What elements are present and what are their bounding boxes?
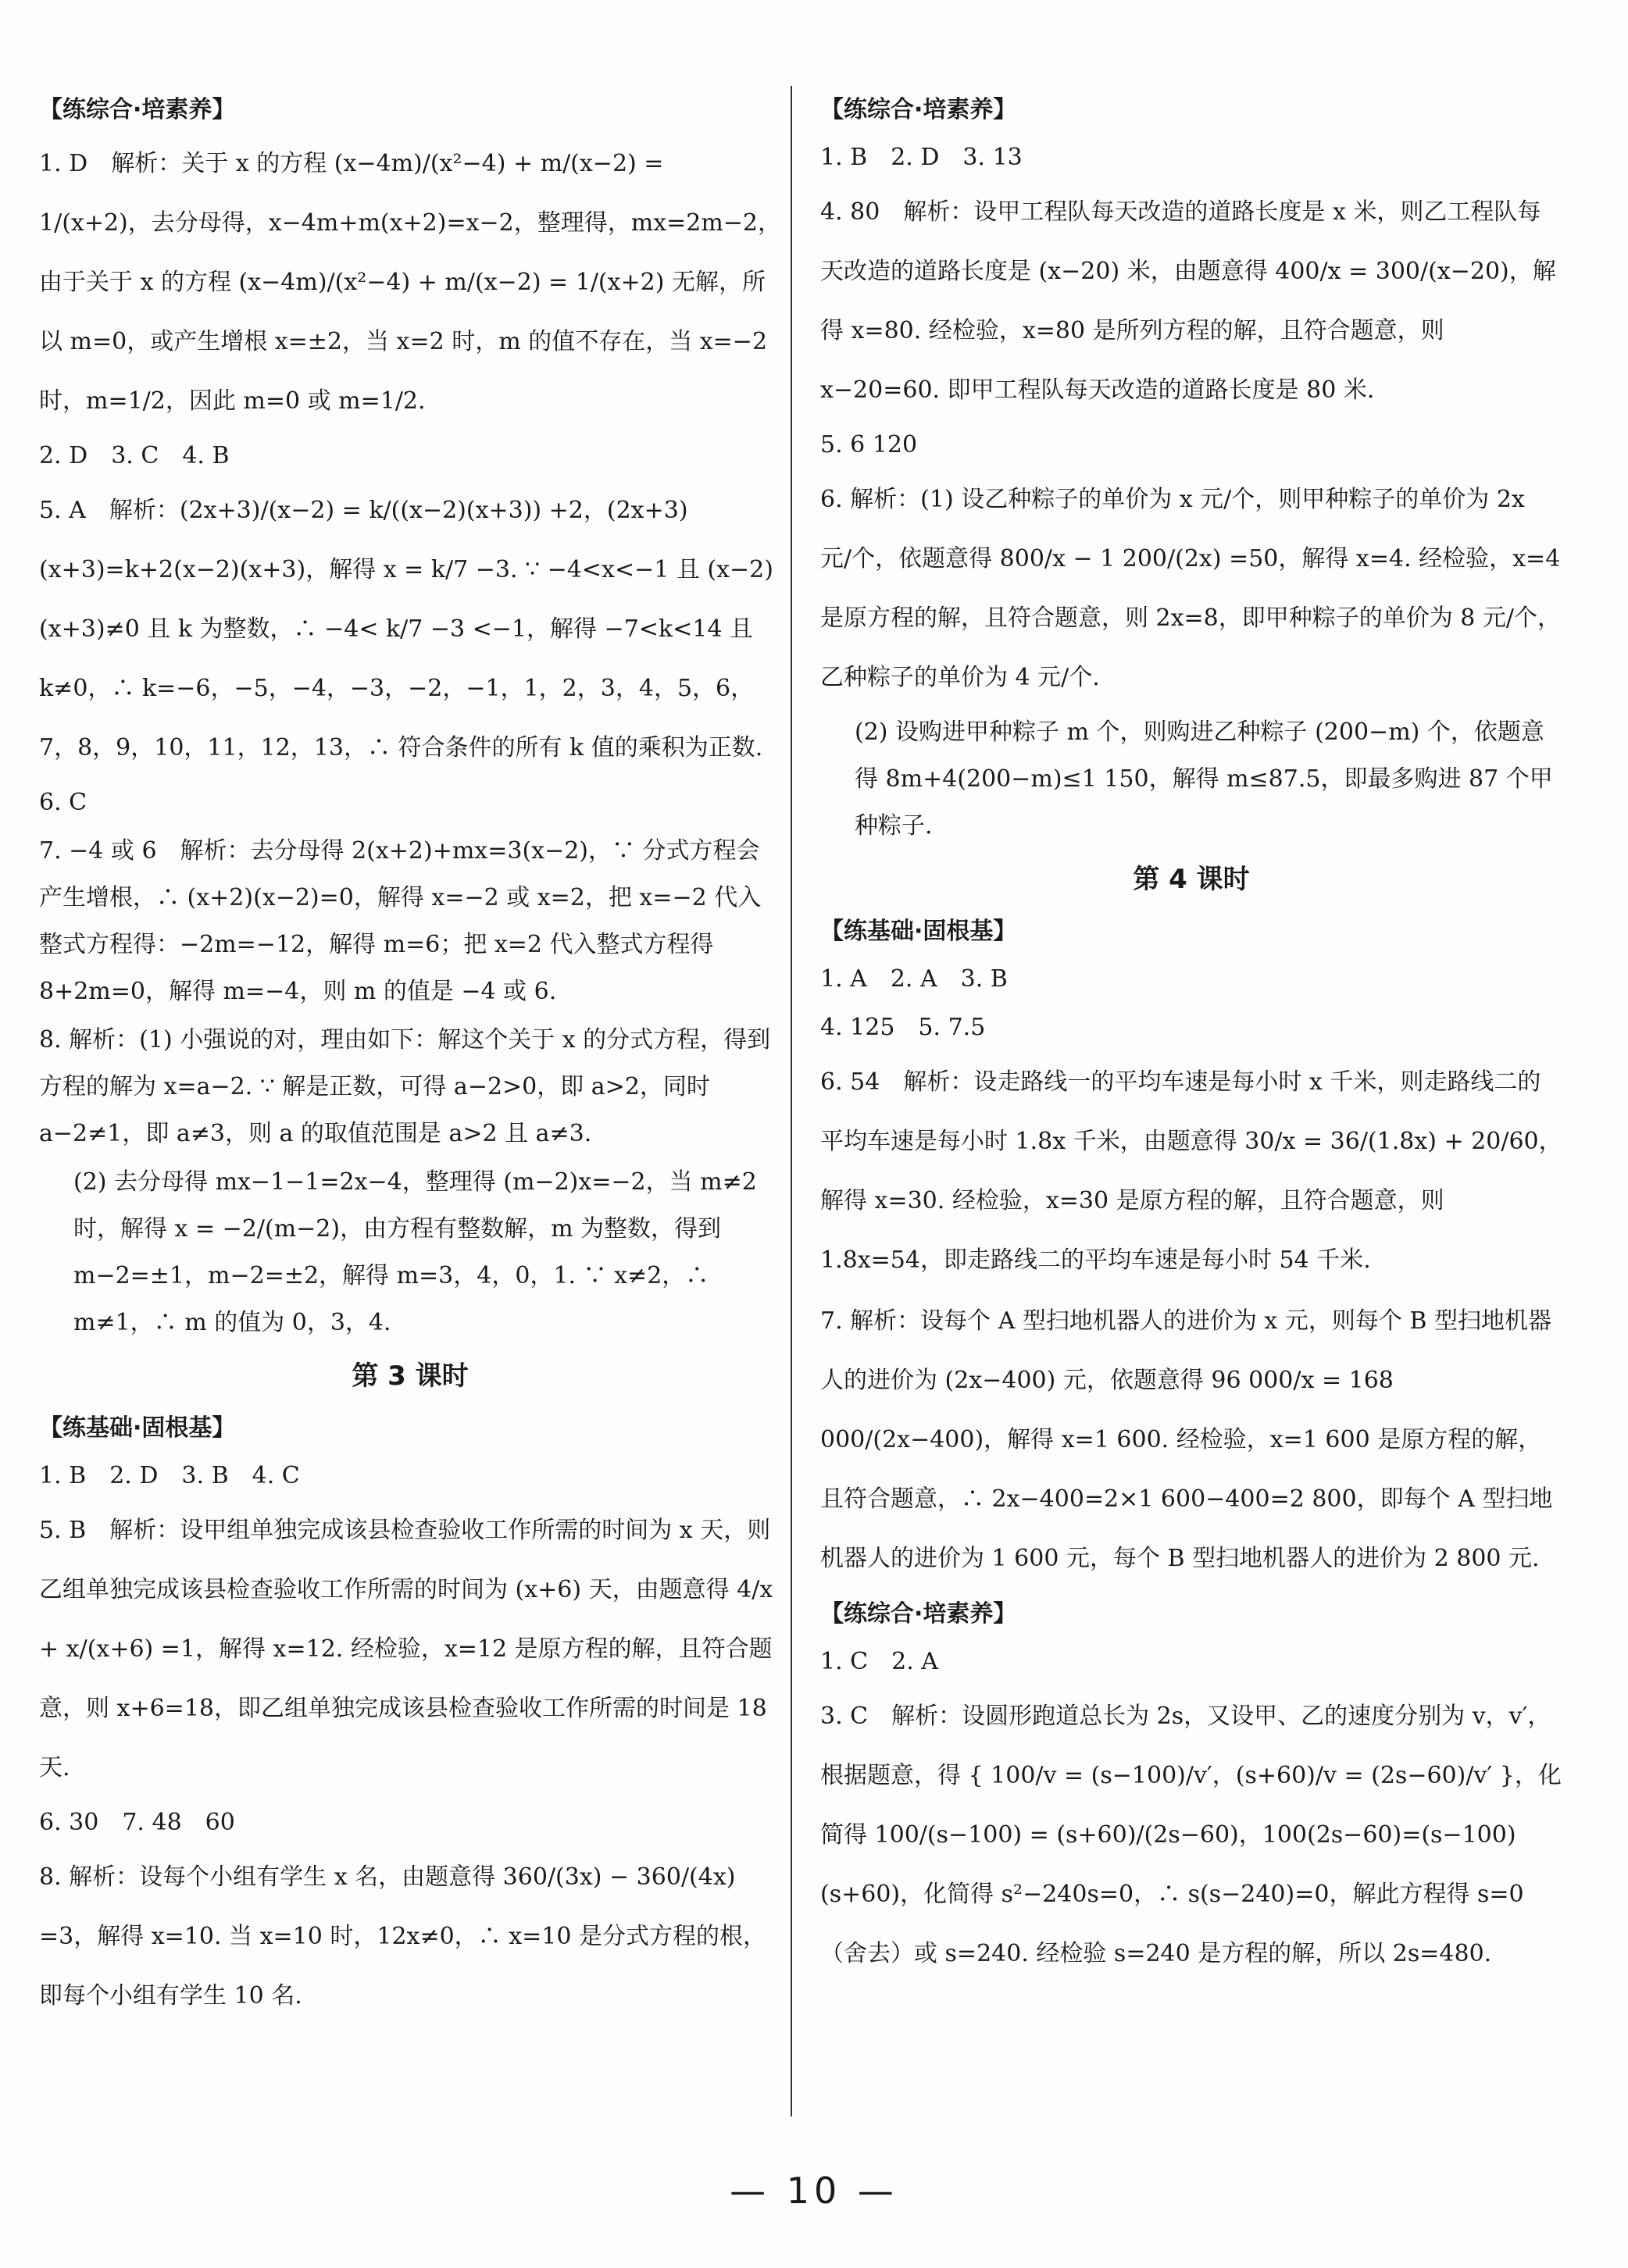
- answer-item: 7. 解析：设每个 A 型扫地机器人的进价为 x 元，则每个 B 型扫地机器人的进价为 (2x−400) 元，依题意得 96 000/x = 168 000/(2x−400)，解得 x=1 600. 经检验，x=1 600 是原方程的解，且符合题意，∴ 2x−400=2×1 600−400=2 800，即每个 A 型扫地机器人的进价为 1 600 元，每个 B 型扫地机器人的进价为 2 800 元.: [820, 1307, 1553, 1572]
- answer-item: 6. 解析：(1) 设乙种粽子的单价为 x 元/个，则甲种粽子的单价为 2x 元/个，依题意得 800/x − 1 200/(2x) =50，解得 x=4. 经检验，x=4 是原方程的解，且符合题意，则 2x=8，即甲种粽子的单价为 8 元/个，乙种粽子的单价为 4 元/个.: [820, 486, 1562, 691]
- page-number: — 10 —: [730, 2170, 898, 2212]
- answer-item: 2. D 3. C 4. B: [39, 442, 230, 469]
- answer-item: 5. A 解析：(2x+3)/(x−2) = k/((x−2)(x+3)) +2，(2x+3)(x+3)=k+2(x−2)(x+3)，解得 x = k/7 −3. ∵ −4<x<−1 且 (x−2)(x+3)≠0 且 k 为整数，∴ −4< k/7 −3 <−1，解得 −7<k<14 且 k≠0，∴ k=−6，−5，−4，−3，−2，−1，1，2，3，4，5，6，7，8，9，10，11，12，13，∴ 符合条件的所有 k 值的乘积为正数.: [39, 497, 773, 761]
- section-heading: 【练综合·培素养】: [820, 1600, 1017, 1628]
- answer-item: 5. B 解析：设甲组单独完成该县检查验收工作所需的时间为 x 天，则乙组单独完成该县检查验收工作所需的时间为 (x+6) 天，由题意得 4/x + x/(x+6) =1，解得 x=12. 经检验，x=12 是原方程的解，且符合题意，则 x+6=18，即乙组单独完成该县检查验收工作所需的时间是 18 天.: [39, 1517, 773, 1781]
- answer-item: 7. −4 或 6 解析：去分母得 2(x+2)+mx=3(x−2)，∵ 分式方程会产生增根，∴ (x+2)(x−2)=0，解得 x=−2 或 x=2，把 x=−2 代入整式方程得：−2m=−12，解得 m=6；把 x=2 代入整式方程得 8+2m=0，解得 m=−4，则 m 的值是 −4 或 6.: [39, 837, 762, 1005]
- answer-item: 8. 解析：设每个小组有学生 x 名，由题意得 360/(3x) − 360/(4x) =3，解得 x=10. 当 x=10 时，12x≠0，∴ x=10 是分式方程的根，即每个小组有学生 10 名.: [39, 1863, 766, 2009]
- section-heading: 【练基础·固根基】: [820, 918, 1017, 945]
- section-heading: 【练综合·培素养】: [820, 96, 1017, 123]
- answer-item: 1. A 2. A 3. B: [820, 965, 1008, 993]
- answer-item: 5. 6 120: [820, 431, 918, 458]
- section-heading: 【练综合·培素养】: [39, 96, 236, 123]
- answer-item: 4. 125 5. 7.5: [820, 1014, 986, 1041]
- answer-item: 4. 80 解析：设甲工程队每天改造的道路长度是 x 米，则乙工程队每天改造的道路长度是 (x−20) 米，由题意得 400/x = 300/(x−20)，解得 x=80. 经检验，x=80 是所列方程的解，且符合题意，则 x−20=60. 即甲工程队每天改造的道路长度是 80 米.: [820, 198, 1556, 404]
- answer-item: 1. B 2. D 3. B 4. C: [39, 1462, 300, 1489]
- left-column: [39, 86, 781, 2027]
- lesson-title: 第 4 课时: [1133, 864, 1250, 895]
- section-heading: 【练基础·固根基】: [39, 1414, 236, 1442]
- answer-item: 8. 解析：(1) 小强说的对，理由如下：解这个关于 x 的分式方程，得到方程的解为 x=a−2. ∵ 解是正数，可得 a−2>0，即 a>2，同时 a−2≠1，即 a≠3，则 a 的取值范围是 a>2 且 a≠3.: [39, 1026, 771, 1147]
- answer-item: 1. B 2. D 3. 13: [820, 144, 1023, 171]
- answer-subitem: (2) 设购进甲种粽子 m 个，则购进乙种粽子 (200−m) 个，依题意得 8m+4(200−m)≤1 150，解得 m≤87.5，即最多购进 87 个甲种粽子.: [855, 719, 1553, 840]
- answer-item: 6. 54 解析：设走路线一的平均车速是每小时 x 千米，则走路线二的平均车速是每小时 1.8x 千米，由题意得 30/x = 36/(1.8x) + 20/60，解得 x=30. 经检验，x=30 是原方程的解，且符合题意，则 1.8x=54，即走路线二的平均车速是每小时 54 千米.: [820, 1068, 1562, 1274]
- right-column: [820, 86, 1562, 1985]
- answer-item: 1. C 2. A: [820, 1648, 938, 1675]
- answer-subitem: (2) 去分母得 mx−1−1=2x−4，整理得 (m−2)x=−2，当 m≠2 时，解得 x = −2/(m−2)，由方程有整数解，m 为整数，得到 m−2=±1，m−2=±2，解得 m=3，4，0，1. ∵ x≠2，∴ m≠1，∴ m 的值为 0，3，4.: [73, 1168, 757, 1336]
- answer-item: 6. C: [39, 789, 87, 816]
- lesson-title: 第 3 课时: [352, 1360, 469, 1392]
- answer-item: 6. 30 7. 48 60: [39, 1809, 235, 1836]
- column-divider: [791, 86, 792, 2116]
- answer-item: 3. C 解析：设圆形跑道总长为 2s，又设甲、乙的速度分别为 v，v′，根据题意，得 { 100/v = (s−100)/v′，(s+60)/v = (2s−60)/v′ }，化简得 100/(s−100) = (s+60)/(2s−60)，100(2s−60)=(s−100)(s+60)，化简得 s²−240s=0，∴ s(s−240)=0，解此方程得 s=0（舍去）或 s=240. 经检验 s=240 是方程的解，所以 2s=480.: [820, 1703, 1562, 1967]
- answer-item: 1. D 解析：关于 x 的方程 (x−4m)/(x²−4) + m/(x−2) = 1/(x+2)，去分母得，x−4m+m(x+2)=x−2，整理得，mx=2m−2，由于关于 x 的方程 (x−4m)/(x²−4) + m/(x−2) = 1/(x+2) 无解，所以 m=0，或产生增根 x=±2，当 x=2 时，m 的值不存在，当 x=−2 时，m=1/2，因此 m=0 或 m=1/2.: [39, 150, 782, 415]
